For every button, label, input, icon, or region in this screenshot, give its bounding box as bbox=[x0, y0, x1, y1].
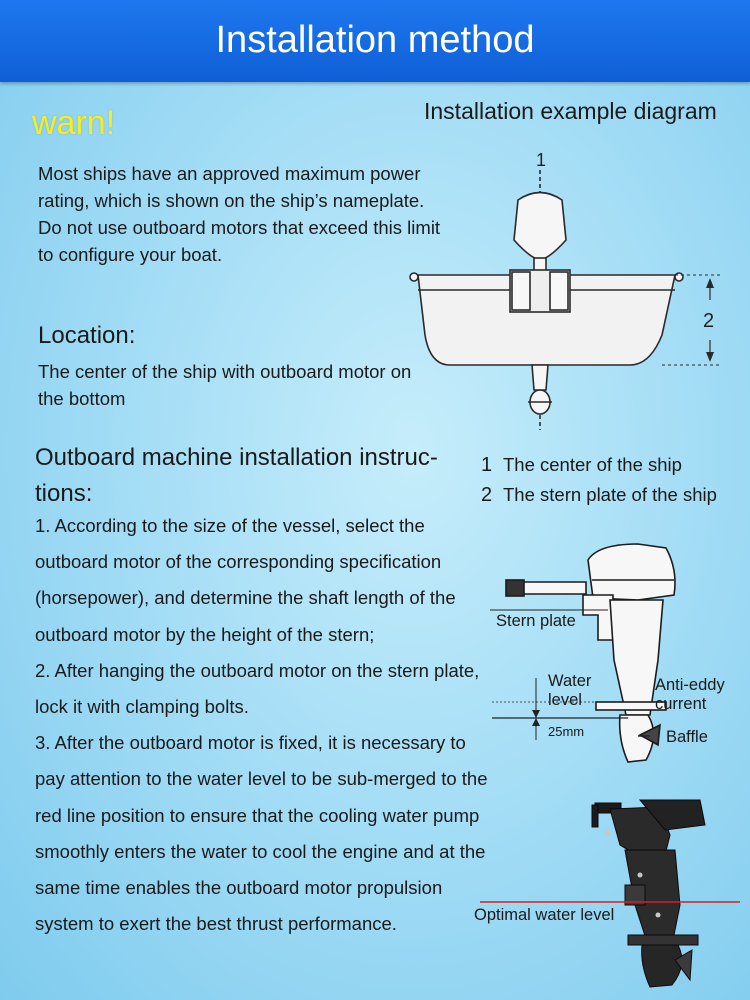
instructions-steps bbox=[35, 508, 493, 942]
instructions-title: Outboard machine installation instruc-tions: bbox=[35, 444, 438, 507]
warning-text: Most ships have an approved maximum power rating, which is shown on the ship’s nameplate. Do not use outboard motors that exceed this limit to configure your boat. bbox=[38, 163, 441, 265]
label-optimal: Optimal water level bbox=[474, 906, 615, 924]
page-title: Installation method bbox=[215, 19, 535, 61]
label-water-level: Water level bbox=[548, 672, 592, 709]
location-title: Location: bbox=[38, 322, 136, 349]
motor-photo bbox=[580, 795, 745, 995]
page-header bbox=[0, 0, 750, 82]
optimal-water-line bbox=[480, 898, 740, 906]
step-1: 1. According to the size of the vessel, select the outboard motor of the corresponding specification (horsepower), and determine the shaft length of the outboard motor by the height of the stern; bbox=[35, 515, 461, 645]
boat-diagram bbox=[400, 140, 740, 440]
step-2: 2. After hanging the outboard motor on the stern plate, lock it with clamping bolts. bbox=[35, 659, 485, 718]
legend-item: 2 The stern plate of the ship bbox=[481, 484, 717, 506]
location-text: The center of the ship with outboard motor on the bottom bbox=[38, 361, 412, 409]
label-depth: 25mm bbox=[548, 724, 585, 739]
diagram-title: Installation example diagram bbox=[424, 98, 717, 124]
label-stern-plate: Stern plate bbox=[496, 612, 576, 630]
warning-title: warn! bbox=[32, 104, 116, 142]
marker-1: 1 bbox=[536, 150, 547, 170]
diagram-legend bbox=[481, 450, 717, 510]
legend-item: 1 The center of the ship bbox=[481, 454, 682, 476]
label-anti-eddy: Anti-eddy current bbox=[655, 676, 725, 713]
marker-2: 2 bbox=[703, 310, 715, 332]
label-baffle: Baffle bbox=[666, 728, 708, 746]
step-3: 3. After the outboard motor is fixed, it is necessary to pay attention to the water level to be sub-merged to the red line position to ensure that the cooling water pump smoothly enters the water to cool the engine and at the same time enables the outboard motor propulsion system to exert the best thrust performance. bbox=[35, 732, 493, 935]
